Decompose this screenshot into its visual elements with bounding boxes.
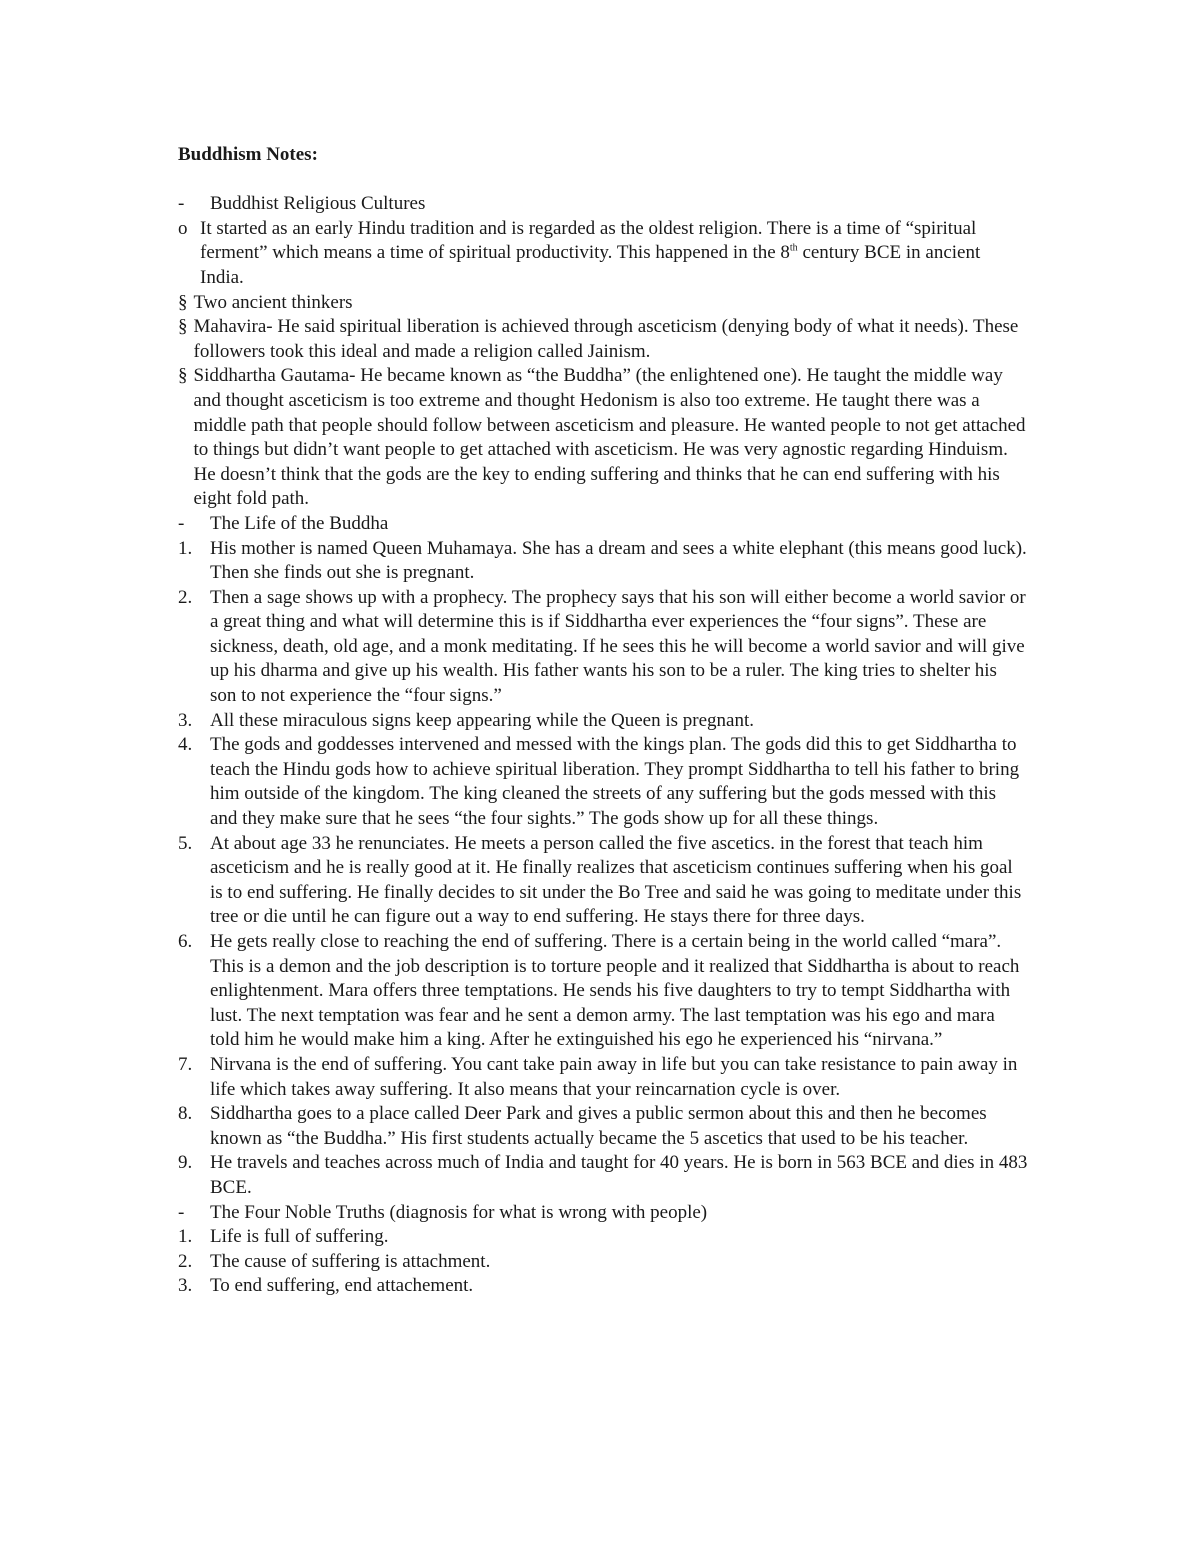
list-item-text: Siddhartha goes to a place called Deer Park and gives a public sermon about this and then he becomes known as “the Buddha.” His first students actually became the 5 ascetics that used to be his teacher. xyxy=(210,1103,987,1149)
list-item-text: To end suffering, end attachement. xyxy=(210,1275,474,1297)
list-number: 2. xyxy=(178,1250,193,1272)
list-item xyxy=(178,1102,1028,1151)
list-item xyxy=(178,1151,1028,1200)
truths-list xyxy=(178,1225,1028,1299)
circle-bullet: o xyxy=(178,217,188,239)
ordinal-superscript: th xyxy=(789,243,798,255)
list-item xyxy=(178,832,1028,930)
list-item xyxy=(178,586,1028,709)
list-item xyxy=(178,537,1028,586)
heading-life-of-buddha xyxy=(178,512,1028,537)
paragraph-text-part-b: century BCE in ancient India. xyxy=(200,242,981,288)
section-item-mahavira xyxy=(178,315,1028,364)
heading-buddhist-religious-cultures xyxy=(178,192,1028,217)
section-item-text: Mahavira- He said spiritual liberation is achieved through asceticism (denying body of what it needs). These followers took this ideal and made a religion called Jainism. xyxy=(193,316,1019,362)
list-item-text: Life is full of suffering. xyxy=(210,1226,389,1248)
section-sign-bullet: § xyxy=(178,316,188,338)
list-number: 7. xyxy=(178,1053,193,1075)
list-item-text: The gods and goddesses intervened and messed with the kings plan. The gods did this to get Siddhartha to teach the Hindu gods how to achieve spiritual liberation. They prompt Siddhartha to tell his father to bring him outside of the kingdom. The king cleaned the streets of any suffering but the gods messed with this and they make sure that he sees “the four sights.” The gods show up for all these things. xyxy=(210,734,1020,830)
list-number: 9. xyxy=(178,1152,193,1174)
list-number: 3. xyxy=(178,709,193,731)
section-item-text: Siddhartha Gautama- He became known as “the Buddha” (the enlightened one). He taught the middle way and thought asceticism is too extreme and thought Hedonism is also too extreme. He taught there was a middle path that people should follow between asceticism and pleasure. He wanted people to not get attached to things but didn’t want people to get attached with asceticism. He was very agnostic regarding Hinduism. He doesn’t think that the gods are the key to ending suffering and thinks that he can end suffering with his eight fold path. xyxy=(193,365,1026,510)
blank-line xyxy=(178,168,1028,193)
list-number: 8. xyxy=(178,1103,193,1125)
list-item xyxy=(178,733,1028,831)
paragraph-origin xyxy=(178,217,1028,291)
document-title: Buddhism Notes: xyxy=(178,144,318,165)
paragraph-text-part-a: It started as an early Hindu tradition and is regarded as the oldest religion. There is a time of “spiritual ferment” which means a time of spiritual productivity. This happened in the 8 xyxy=(200,217,977,264)
list-number: 1. xyxy=(178,537,193,559)
list-number: 2. xyxy=(178,586,193,608)
section-item-text: Two ancient thinkers xyxy=(193,291,353,313)
list-item xyxy=(178,1250,1028,1275)
list-item-text: He travels and teaches across much of India and taught for 40 years. He is born in 563 BCE and dies in 483 BCE. xyxy=(210,1152,1028,1198)
dash-bullet: - xyxy=(178,1201,185,1223)
heading-text: Buddhist Religious Cultures xyxy=(210,193,426,215)
dash-bullet: - xyxy=(178,193,185,215)
list-item xyxy=(178,930,1028,1053)
section-sign-bullet: § xyxy=(178,365,188,387)
heading-text: The Life of the Buddha xyxy=(210,512,389,534)
section-sign-bullet: § xyxy=(178,291,188,313)
list-number: 5. xyxy=(178,832,193,854)
list-item-text: Then a sage shows up with a prophecy. The prophecy says that his son will either become a world savior or a great thing and what will determine this is if Siddhartha ever experiences the “four signs”. These are sickness, death, old age, and a monk meditating. If he sees this he will become a world savior and will give up his dharma and give up his wealth. His father wants his son to be a ruler. The king tries to shelter his son to not experience the “four signs.” xyxy=(210,586,1026,707)
list-item-text: The cause of suffering is attachment. xyxy=(210,1250,491,1272)
list-item-text: All these miraculous signs keep appearing while the Queen is pregnant. xyxy=(210,709,754,731)
document-page xyxy=(178,143,1028,1299)
heading-four-noble-truths xyxy=(178,1201,1028,1226)
list-item xyxy=(178,1053,1028,1102)
list-number: 4. xyxy=(178,734,193,756)
list-item-text: Nirvana is the end of suffering. You cant take pain away in life but you can take resistance to pain away in life which takes away suffering. It also means that your reincarnation cycle is over. xyxy=(210,1053,1018,1100)
section-item-siddhartha xyxy=(178,364,1028,512)
list-item-text: At about age 33 he renunciates. He meets a person called the five ascetics. in the forest that teach him asceticism and he is really good at it. He finally realizes that asceticism continues suffering when his goal is to end suffering. He finally decides to sit under the Bo Tree and said he was going to meditate under this tree or die until he can figure out a way to end suffering. He stays there for three days. xyxy=(210,832,1022,928)
dash-bullet: - xyxy=(178,512,185,534)
list-number: 3. xyxy=(178,1275,193,1297)
list-number: 6. xyxy=(178,931,193,952)
list-item xyxy=(178,1225,1028,1250)
list-item-text: He gets really close to reaching the end of suffering. There is a certain being in the world called “mara”. This is a demon and the job description is to torture people and it realized that Siddhartha is about to reach enlightenment. Mara offers three temptations. He sends his five daughters to try to tempt Siddhartha with lust. The next temptation was fear and he sent a demon army. The last temptation was his ego and mara told him he would make him a king. After he extinguished his ego he experienced his “nirvana.” xyxy=(210,931,1020,1051)
paragraph-text xyxy=(200,217,1028,291)
list-item xyxy=(178,709,1028,734)
heading-text: The Four Noble Truths (diagnosis for what is wrong with people) xyxy=(210,1201,708,1223)
list-number: 1. xyxy=(178,1226,193,1248)
list-item-text: His mother is named Queen Muhamaya. She has a dream and sees a white elephant (this means good luck). Then she finds out she is pregnant. xyxy=(210,537,1027,584)
life-list xyxy=(178,537,1028,1201)
section-item-two-thinkers xyxy=(178,291,1028,316)
list-item xyxy=(178,1274,1028,1299)
